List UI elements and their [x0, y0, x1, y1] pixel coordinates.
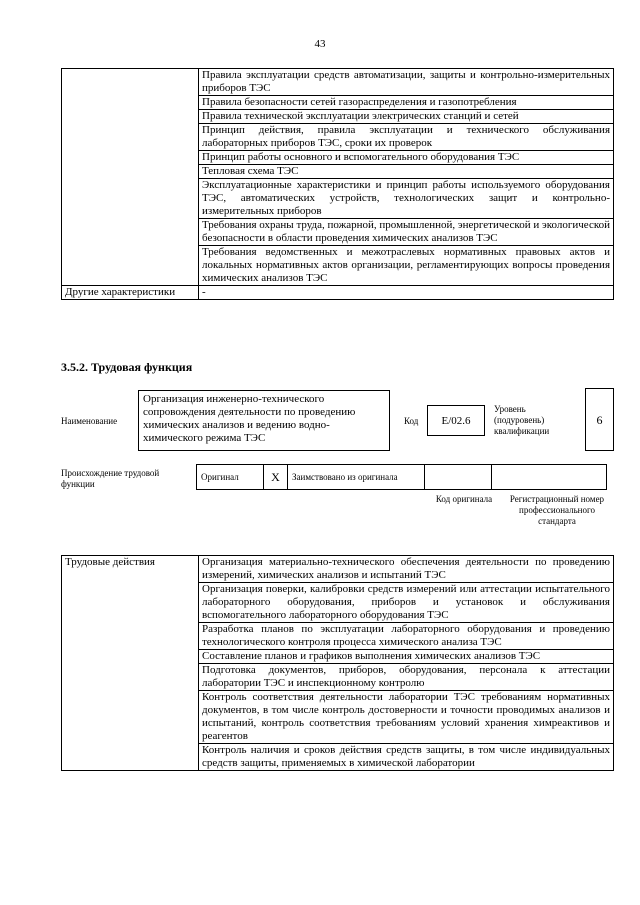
table-row: [62, 286, 614, 300]
page-number: 43: [314, 38, 326, 50]
table-cell: Правила технической эксплуатации электрических станций и сетей: [199, 110, 614, 124]
table-cell: Организация поверки, калибровки средств измерений или аттестации испытательного лабораторного оборудования, приборов и установок и обслуживания вспомогательного лабораторного оборудования ТЭС: [199, 583, 614, 623]
actions-table: [61, 555, 614, 771]
table-cell: Принцип работы основного и вспомогательного оборудования ТЭС: [199, 151, 614, 165]
original-mark-cell: X: [264, 465, 288, 490]
original-code-label: Код оригинала: [435, 494, 493, 504]
name-label: Наименование: [61, 416, 118, 426]
other-characteristics-value: -: [199, 286, 614, 300]
code-value-box: E/02.6: [427, 405, 485, 436]
table-cell: Контроль наличия и сроков действия средств защиты, в том числе индивидуальных средств защиты, применяемых в химической лаборатории: [199, 744, 614, 771]
table-cell: Эксплуатационные характеристики и принцип работы используемого оборудования ТЭС, автоматических устройств, технологических защит и контрольно-измерительных приборов: [199, 179, 614, 219]
table-cell: Контроль соответствия деятельности лаборатории ТЭС требованиям нормативных документов, в том числе контроль достоверности и точности проводимых анализов и испытаний, контроль соответствия требованиям условий хранения химреактивов и реагентов: [199, 691, 614, 744]
original-label-cell: Оригинал: [197, 465, 264, 490]
level-label: Уровень (подуровень) квалификации: [494, 404, 550, 436]
knowledge-table: [61, 68, 614, 300]
table-cell: Требования охраны труда, пожарной, промышленной, энергетической и экологической безопасности в области проведения химических анализов ТЭС: [199, 219, 614, 246]
other-characteristics-label: Другие характеристики: [62, 286, 199, 300]
origin-table: [196, 464, 607, 490]
section-heading: 3.5.2. Трудовая функция: [61, 360, 193, 374]
table-row: [62, 556, 614, 583]
reg-number-label: Регистрационный номер профессионального стандарта: [509, 494, 605, 526]
original-code-cell: [425, 465, 492, 490]
table-cell: Правила эксплуатации средств автоматизации, защиты и контрольно-измерительных приборов ТЭС: [199, 69, 614, 96]
table-cell-empty: [62, 69, 199, 286]
origin-label: Происхождение трудовой функции: [61, 468, 160, 489]
function-name-box: Организация инженерно-технического сопровождения деятельности по проведению химических анализов и ведению водно-химического режима ТЭС: [138, 390, 390, 451]
code-label: Код: [404, 416, 419, 426]
table-cell: Тепловая схема ТЭС: [199, 165, 614, 179]
table-cell: Принцип действия, правила эксплуатации и технического обслуживания лабораторных приборов ТЭС, сроки их проверок: [199, 124, 614, 151]
level-value-box: 6: [585, 388, 614, 451]
table-cell: Требования ведомственных и межотраслевых нормативных правовых актов и локальных нормативных актов организации, регламентирующих вопросы проведения химических анализов ТЭС: [199, 246, 614, 286]
table-cell: Подготовка документов, приборов, оборудования, персонала к аттестации лаборатории ТЭС и инспекционному контролю: [199, 664, 614, 691]
borrowed-label-cell: Заимствовано из оригинала: [288, 465, 425, 490]
reg-number-cell: [492, 465, 607, 490]
table-cell: Правила безопасности сетей газораспределения и газопотребления: [199, 96, 614, 110]
table-cell: Организация материально-технического обеспечения деятельности по проведению измерений, химических анализов и испытаний ТЭС: [199, 556, 614, 583]
table-row: [62, 69, 614, 96]
actions-label: Трудовые действия: [62, 556, 199, 771]
table-row: [197, 465, 607, 490]
table-cell: Разработка планов по эксплуатации лабораторного оборудования и проведению технологического контроля процесса химического анализа ТЭС: [199, 623, 614, 650]
table-cell: Составление планов и графиков выполнения химических анализов ТЭС: [199, 650, 614, 664]
